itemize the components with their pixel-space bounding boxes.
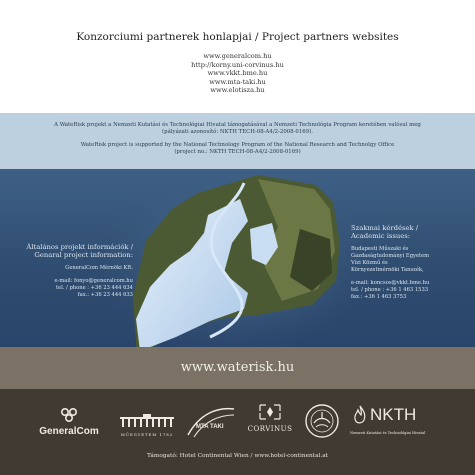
generalcom-label: GeneralCom (39, 426, 99, 437)
university-building-icon (119, 414, 175, 428)
general-info-title-en: Genaral project information: (34, 251, 133, 259)
partner-websites-list (0, 52, 475, 95)
website-corvinus[interactable]: http://korny.uni-corvinus.hu (191, 60, 284, 69)
main-url-bar (0, 347, 475, 389)
ovizig-seal-logo (304, 403, 340, 439)
general-info-title-hu: Általános projekt információk / (26, 243, 133, 251)
academic-email[interactable]: e-mail: koncsos@vkkt.bme.hu (351, 280, 430, 286)
main-url-link[interactable]: www.waterisk.hu (180, 360, 295, 375)
academic-phone: tel. / phone : +36 1 463 1533 (351, 287, 429, 293)
partners-title: Konzorciumi partnerek honlapjai / Project partners websites (76, 31, 399, 43)
generalcom-mark-icon (59, 407, 79, 423)
general-info-phone: tel. / phone : +36 23 444 634 (55, 285, 133, 291)
mta-taki-swoosh-icon (186, 405, 236, 439)
partners-section (0, 0, 475, 113)
muegyetem-label: MŰEGYETEM 1782 (120, 432, 174, 437)
website-elotisza[interactable]: www.elotisza.hu (210, 86, 265, 94)
corvinus-label: CORVINUS (247, 425, 293, 433)
general-info-email[interactable]: e-mail: fonyo@generalcom.hu (54, 278, 133, 284)
ovizig-seal-icon (304, 403, 340, 439)
academic-info-block (351, 224, 471, 301)
website-bme[interactable]: www.vkkt.bme.hu (207, 69, 268, 77)
website-generalcom[interactable]: www.generalcom.hu (203, 52, 272, 60)
general-info-company: GeneralCom Mérnöki Kft. (65, 265, 133, 271)
nkth-flame-icon (352, 405, 368, 425)
logos-footer (0, 389, 475, 475)
mta-taki-logo (186, 405, 236, 439)
footer-credit: Támogató: Hotel Continental Wien / www.hotel-continental.at (146, 453, 329, 459)
generalcom-logo (36, 407, 102, 437)
corvinus-crest-icon (258, 403, 282, 421)
academic-title-en: Academic issues: (351, 232, 411, 240)
academic-org-line2: Gazdaságtudományi Egyetem (351, 253, 430, 259)
general-info-block (18, 243, 133, 299)
mta-taki-label: MTA TAKI (196, 424, 224, 430)
muegyetem-logo (118, 413, 176, 437)
support-band (0, 113, 475, 169)
corvinus-logo (246, 403, 294, 433)
website-mta-taki[interactable]: www.mta-taki.hu (209, 77, 266, 86)
support-en-line2: (project no.: NKTH TECH-08-A4/2-2008-0169) (174, 149, 301, 155)
support-hu-line2: (pályázati azonosító: NKTH TECH-08-A4/2-2008-0169). (162, 129, 313, 135)
map-section (0, 169, 475, 347)
academic-org-line1: Budapesti Műszaki és (351, 246, 409, 252)
general-info-fax: fax.: +36 23 444 633 (77, 292, 133, 298)
academic-org-line3: Vízi Közmű és (351, 260, 388, 266)
academic-title-hu: Szakmai kérdések / (351, 224, 419, 232)
nkth-label: NKTH (370, 405, 417, 424)
academic-fax: fax.: +36 1 463 3753 (351, 294, 407, 300)
support-hu-line1: A WateRisk projekt a Nemzeti Kutatási és Technológiai Hivatal támogatásával a Nemzeti Technológia Program keretében valósul meg (54, 122, 421, 128)
nkth-sublabel: Nemzeti Kutatási és Technológiai Hivatal (350, 431, 426, 435)
academic-org-line4: Környezetmérnöki Tanszék, (351, 267, 424, 273)
support-en-line1: WateRisk project is supported by the National Technology Program of the National Research and Technolgy Office (80, 142, 395, 148)
